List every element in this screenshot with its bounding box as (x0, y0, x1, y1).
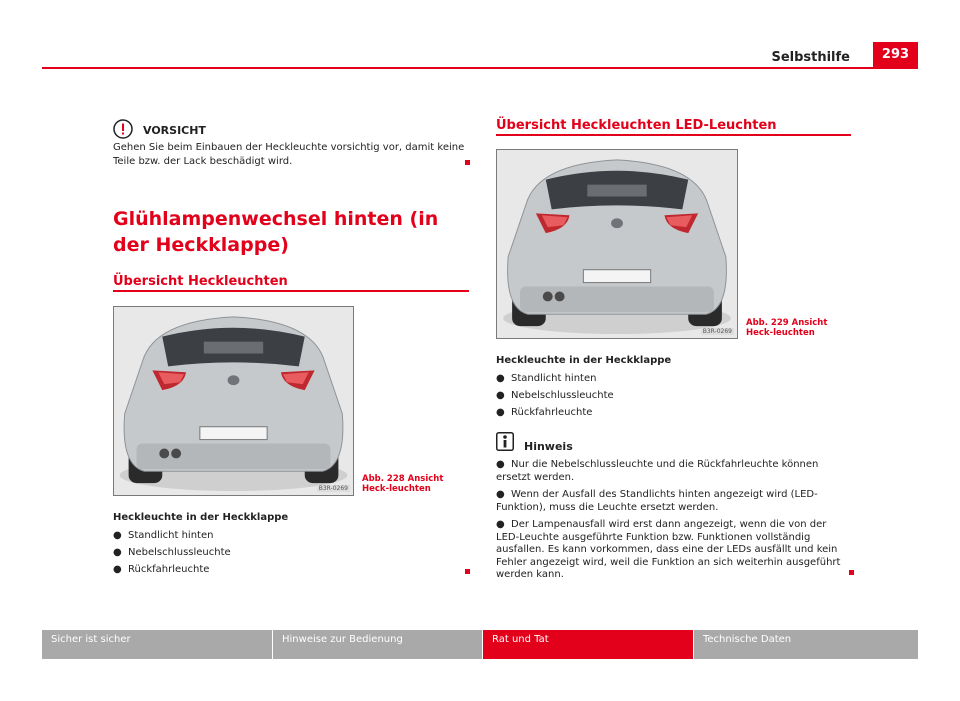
section-heading-left: Übersicht Heckleuchten (113, 274, 288, 289)
footer-tab-technical[interactable]: Technische Daten (694, 630, 918, 659)
list-item: ● Standlicht hinten (496, 373, 597, 384)
footer-tab-safety[interactable]: Sicher ist sicher (42, 630, 272, 659)
heading-underline (496, 134, 851, 136)
end-marker (465, 569, 470, 574)
end-marker (849, 570, 854, 575)
figure-229 (496, 149, 738, 339)
figure-caption: Abb. 229 Ansicht Heck-leuchten (746, 318, 828, 338)
info-icon (496, 432, 514, 451)
figure-caption: Abb. 228 Ansicht Heck-leuchten (362, 474, 444, 494)
exclamation-icon (113, 119, 133, 139)
list-item: ● Nebelschlussleuchte (496, 390, 614, 401)
list-item: ● Standlicht hinten (113, 530, 214, 541)
end-marker (465, 160, 470, 165)
note-item: ● Der Lampenausfall wird erst dann angezeigt, wenn die von der LED-Leuchte ausgeführte Funktion bzw. Funktionen vollständig ausfallen. Es kann vorkommen, dass eine der LEDs ausfällt und kein Fehler angezeigt wird, weil die Funktion an sich weiterhin ausgeführt werden kann. (496, 519, 841, 580)
section-heading-right: Übersicht Heckleuchten LED-Leuchten (496, 118, 777, 133)
list-title: Heckleuchte in der Heckklappe (496, 355, 672, 366)
figure-code: B3R-0269 (318, 485, 348, 492)
footer-tab-operation[interactable]: Hinweise zur Bedienung (273, 630, 482, 659)
heading-underline (113, 290, 469, 292)
figure-code: B3R-0269 (702, 328, 732, 335)
list-title: Heckleuchte in der Heckklappe (113, 512, 289, 523)
note-title: Hinweis (524, 440, 573, 453)
page-title: Glühlampenwechsel hinten (in der Heckklappe) (113, 208, 439, 256)
car-rear-image (114, 307, 353, 495)
note-item: ● Nur die Nebelschlussleuchte und die Rückfahrleuchte können ersetzt werden. (496, 459, 819, 483)
section-title: Selbsthilfe (771, 50, 850, 65)
list-item: ● Rückfahrleuchte (113, 564, 210, 575)
figure-228 (113, 306, 354, 496)
list-item: ● Nebelschlussleuchte (113, 547, 231, 558)
warning-text: Gehen Sie beim Einbauen der Heckleuchte vorsichtig vor, damit keine Teile bzw. der Lack beschädigt wird. (113, 142, 465, 167)
warning-title: VORSICHT (143, 124, 206, 137)
list-item: ● Rückfahrleuchte (496, 407, 593, 418)
car-rear-image (497, 150, 737, 338)
header-divider (42, 67, 918, 69)
footer-tab-help[interactable]: Rat und Tat (483, 630, 693, 659)
note-item: ● Wenn der Ausfall des Standlichts hinten angezeigt wird (LED-Funktion), muss die Leuchte ersetzt werden. (496, 489, 818, 513)
page-number: 293 (873, 42, 918, 67)
